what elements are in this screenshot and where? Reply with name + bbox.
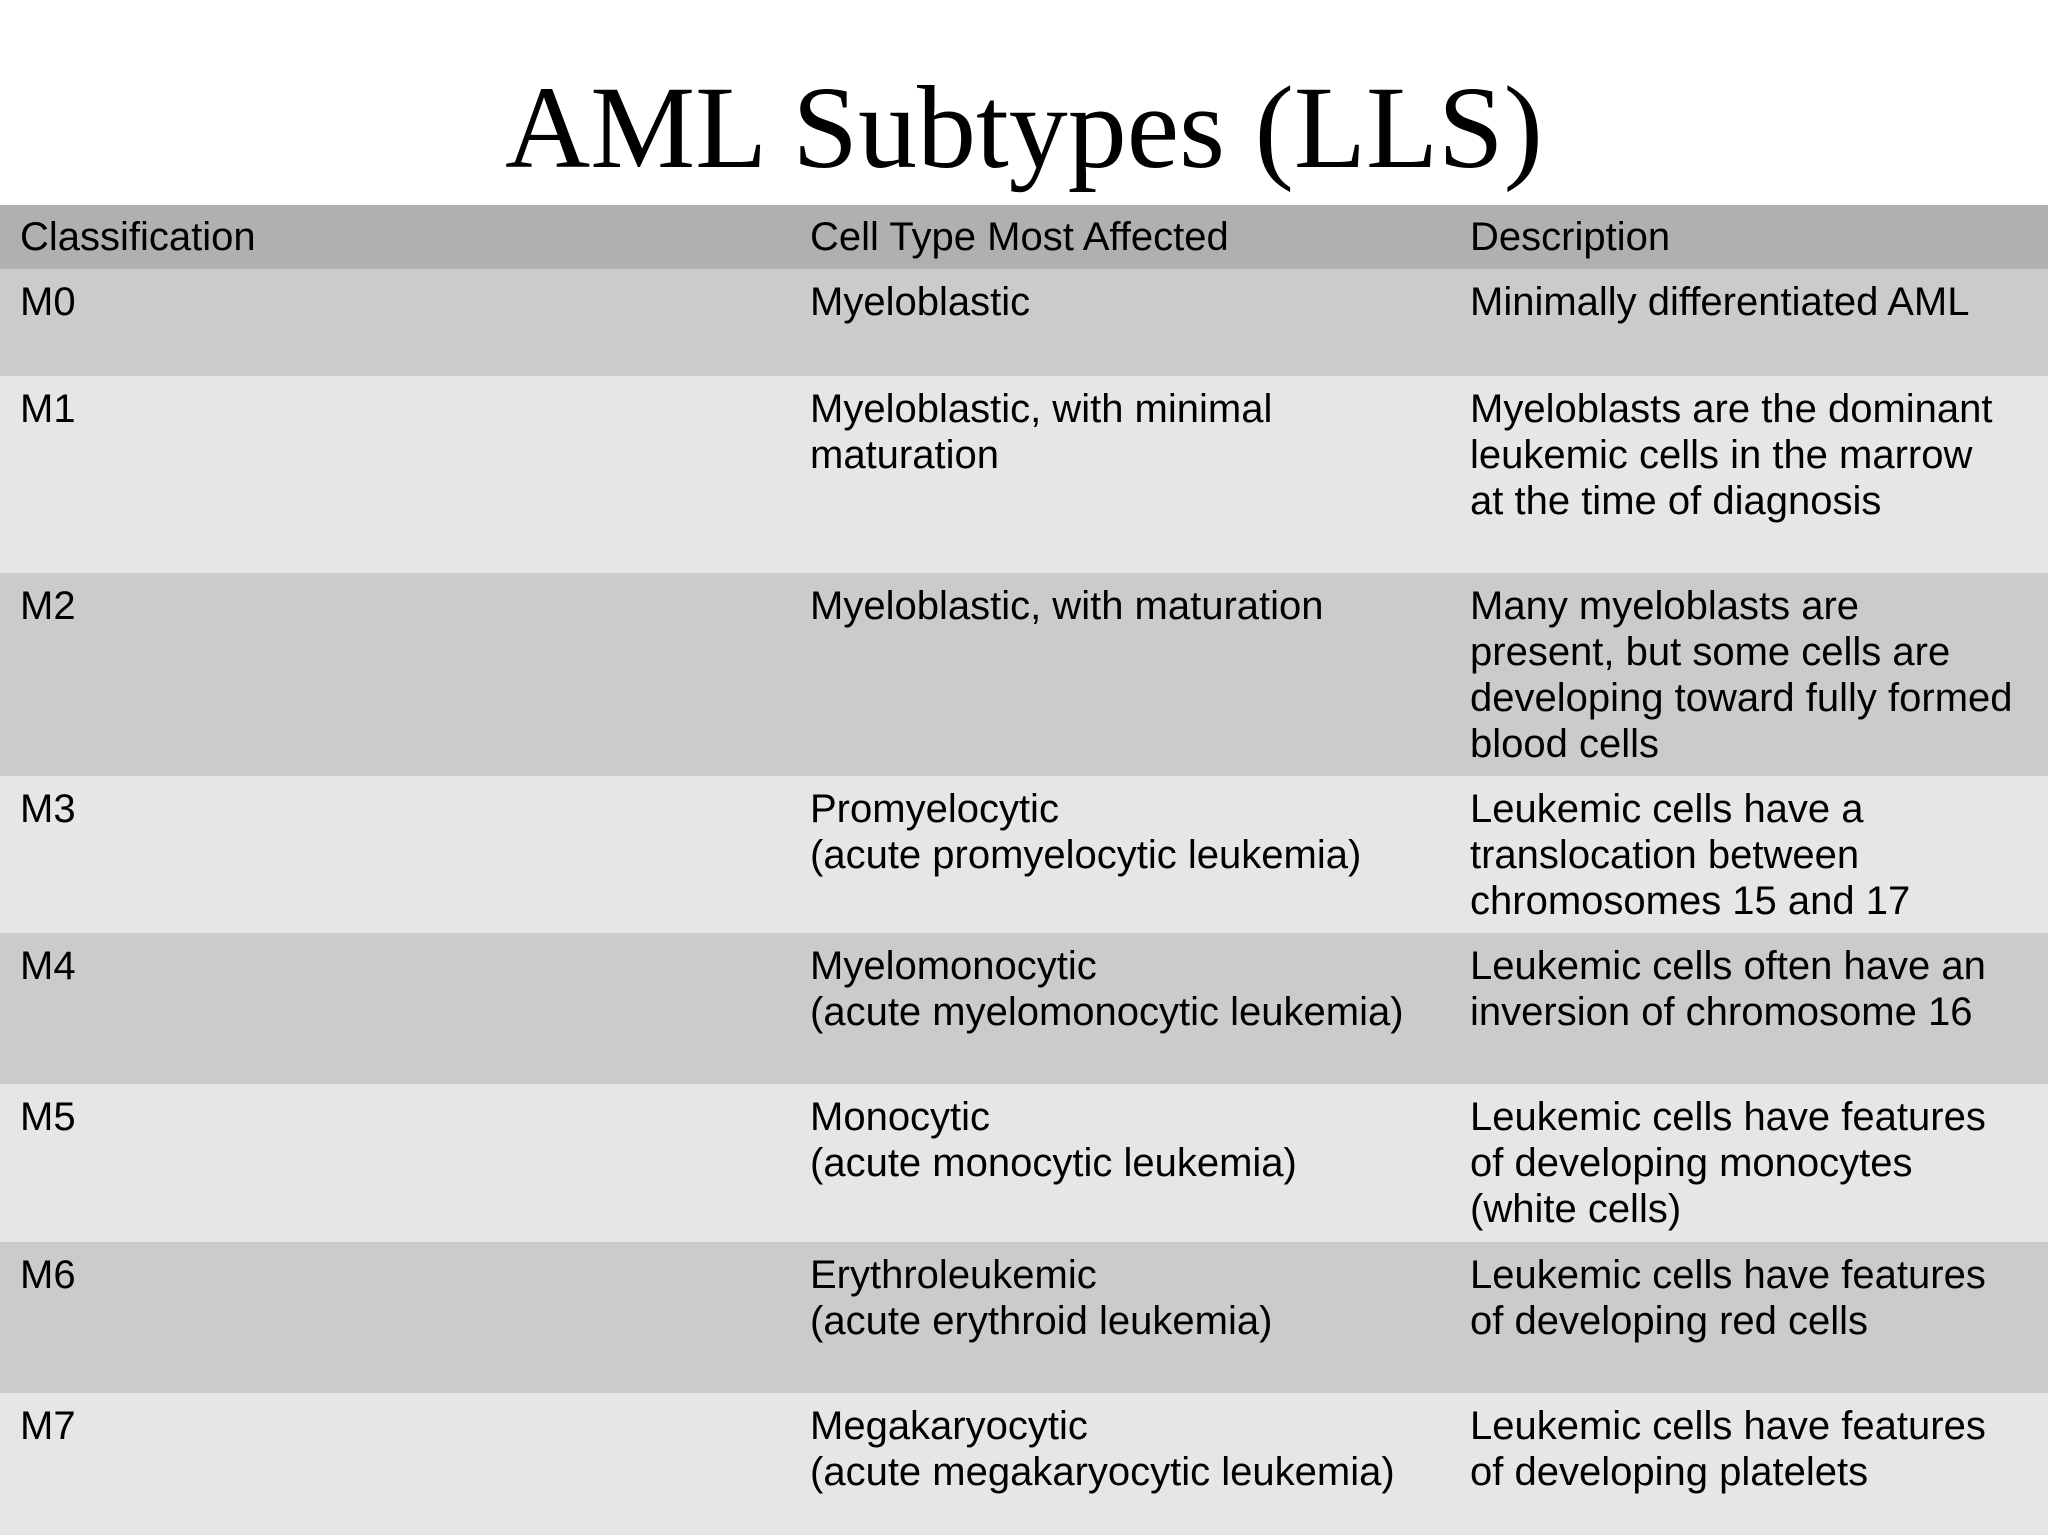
- column-header-cell-type: Cell Type Most Affected: [810, 215, 1229, 259]
- cell-cell-type: Megakaryocytic (acute megakaryocytic leukemia): [810, 1404, 1395, 1494]
- cell-cell-type: Myeloblastic, with maturation: [810, 584, 1324, 628]
- cell-classification: M5: [20, 1095, 76, 1139]
- table-row-m5: [0, 1084, 2048, 1242]
- aml-subtypes-table: [0, 205, 2048, 1535]
- cell-description: Leukemic cells often have an inversion of chromosome 16: [1470, 944, 1986, 1034]
- table-row-m1: [0, 376, 2048, 573]
- table-row-m2: [0, 573, 2048, 776]
- table-header-row: [0, 205, 2048, 269]
- cell-description: Leukemic cells have features of developing red cells: [1470, 1253, 1986, 1343]
- cell-classification: M6: [20, 1253, 76, 1297]
- column-header-classification: Classification: [20, 215, 256, 259]
- cell-classification: M0: [20, 280, 76, 324]
- cell-cell-type: Myelomonocytic (acute myelomonocytic leukemia): [810, 944, 1404, 1034]
- cell-classification: M7: [20, 1404, 76, 1448]
- cell-description: Myeloblasts are the dominant leukemic cells in the marrow at the time of diagnosis: [1470, 387, 1993, 523]
- table-row-m3: [0, 776, 2048, 933]
- table-row-m0: [0, 269, 2048, 376]
- table-row-m6: [0, 1242, 2048, 1393]
- cell-description: Leukemic cells have a translocation between chromosomes 15 and 17: [1470, 787, 1911, 923]
- table-row-m7: [0, 1393, 2048, 1535]
- cell-description: Many myeloblasts are present, but some cells are developing toward fully formed blood cells: [1470, 584, 2013, 766]
- slide-title: AML Subtypes (LLS): [505, 62, 1543, 193]
- column-header-description: Description: [1470, 215, 1671, 259]
- cell-classification: M4: [20, 944, 76, 988]
- table-row-m4: [0, 933, 2048, 1084]
- cell-cell-type: Erythroleukemic (acute erythroid leukemia): [810, 1253, 1273, 1343]
- cell-description: Minimally differentiated AML: [1470, 280, 1970, 324]
- cell-classification: M1: [20, 387, 76, 431]
- cell-classification: M2: [20, 584, 76, 628]
- cell-description: Leukemic cells have features of developing monocytes (white cells): [1470, 1095, 1986, 1231]
- cell-description: Leukemic cells have features of developing platelets: [1470, 1404, 1986, 1494]
- cell-cell-type: Myeloblastic: [810, 280, 1031, 324]
- cell-cell-type: Myeloblastic, with minimal maturation: [810, 387, 1273, 477]
- cell-classification: M3: [20, 787, 76, 831]
- cell-cell-type: Promyelocytic (acute promyelocytic leukemia): [810, 787, 1362, 877]
- cell-cell-type: Monocytic (acute monocytic leukemia): [810, 1095, 1297, 1185]
